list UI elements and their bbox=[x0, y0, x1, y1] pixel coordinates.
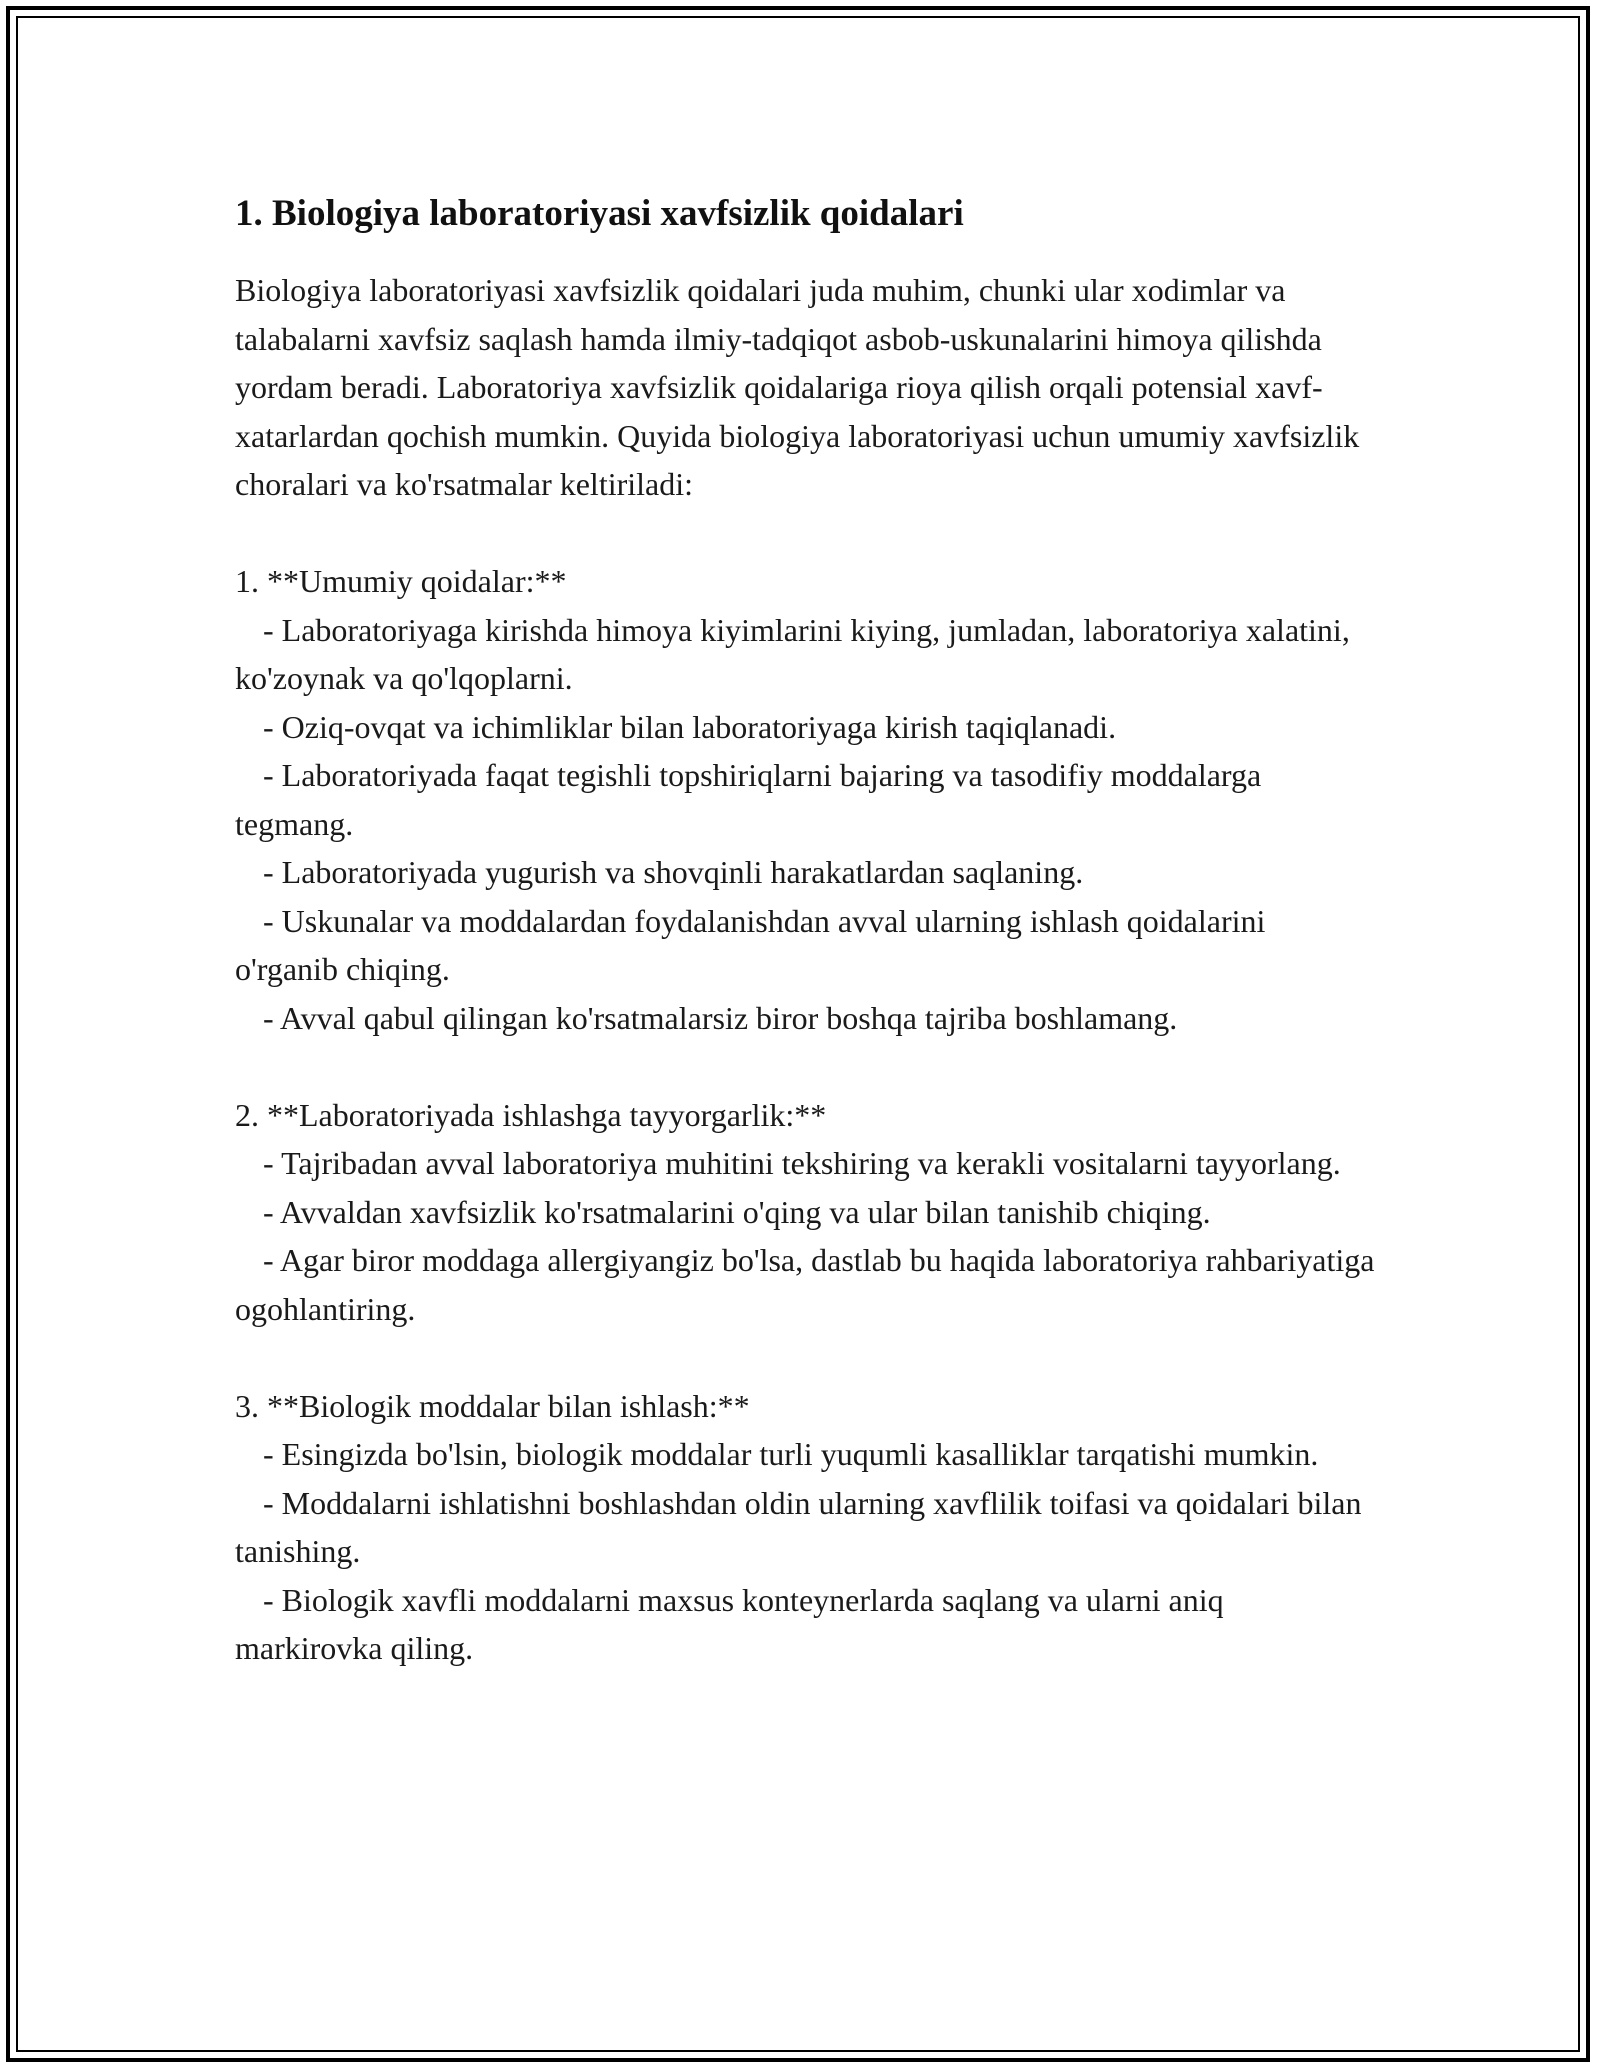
list-item: - Agar biror moddaga allergiyangiz bo'lsa, dastlab bu haqida laboratoriya rahbariyatiga ogohlantiring. bbox=[235, 1242, 1375, 1327]
section-heading: 2. **Laboratoriyada ishlashga tayyorgarlik:** bbox=[235, 1096, 827, 1133]
section-general-rules bbox=[235, 557, 1375, 1042]
list-item: - Biologik xavfli moddalarni maxsus konteynerlarda saqlang va ularni aniq markirovka qiling. bbox=[235, 1581, 1224, 1666]
list-item: - Esingizda bo'lsin, biologik moddalar turli yuqumli kasalliklar tarqatishi mumkin. bbox=[263, 1436, 1319, 1472]
list-item: - Avval qabul qilingan ko'rsatmalarsiz biror boshqa tajriba boshlamang. bbox=[263, 999, 1178, 1036]
section-heading: 1. **Umumiy qoidalar:** bbox=[235, 563, 567, 599]
intro-paragraph: Biologiya laboratoriyasi xavfsizlik qoidalari juda muhim, chunki ular xodimlar va talabalarni xavfsiz saqlash hamda ilmiy-tadqiqot asbob-uskunalarini himoya qilishda yordam beradi. Laboratoriya xavfsizlik qoidalariga rioya qilish orqali potensial xavf-xatarlardan qochish mumkin. Quyida biologiya laboratoriyasi uchun umumiy xavfsizlik choralari va ko'rsatmalar keltiriladi: bbox=[235, 272, 1360, 502]
list-item: - Moddalarni ishlatishni boshlashdan oldin ularning xavflilik toifasi va qoidalari bilan tanishing. bbox=[235, 1484, 1362, 1569]
document-title: 1. Biologiya laboratoriyasi xavfsizlik qoidalari bbox=[235, 193, 964, 234]
document-body bbox=[235, 186, 1375, 1673]
section-preparation bbox=[235, 1091, 1375, 1334]
list-item: - Laboratoriyaga kirishda himoya kiyimlarini kiying, jumladan, laboratoriya xalatini, ko'zoynak va qo'lqoplarni. bbox=[235, 611, 1350, 696]
list-item: - Laboratoriyada faqat tegishli topshiriqlarni bajaring va tasodifiy moddalarga tegmang. bbox=[235, 757, 1262, 842]
list-item: - Laboratoriyada yugurish va shovqinli harakatlardan saqlaning. bbox=[263, 854, 1084, 890]
list-item: - Uskunalar va moddalardan foydalanishdan avval ularning ishlash qoidalarini o'rganib chiqing. bbox=[235, 902, 1266, 987]
list-item: - Tajribadan avval laboratoriya muhitini tekshiring va kerakli vositalarni tayyorlang. bbox=[263, 1145, 1341, 1181]
list-item: - Oziq-ovqat va ichimliklar bilan laboratoriyaga kirish taqiqlanadi. bbox=[263, 708, 1117, 745]
list-item: - Avvaldan xavfsizlik ko'rsatmalarini o'qing va ular bilan tanishib chiqing. bbox=[263, 1193, 1211, 1230]
section-heading: 3. **Biologik moddalar bilan ishlash:** bbox=[235, 1387, 750, 1424]
section-biological-substances bbox=[235, 1382, 1375, 1673]
